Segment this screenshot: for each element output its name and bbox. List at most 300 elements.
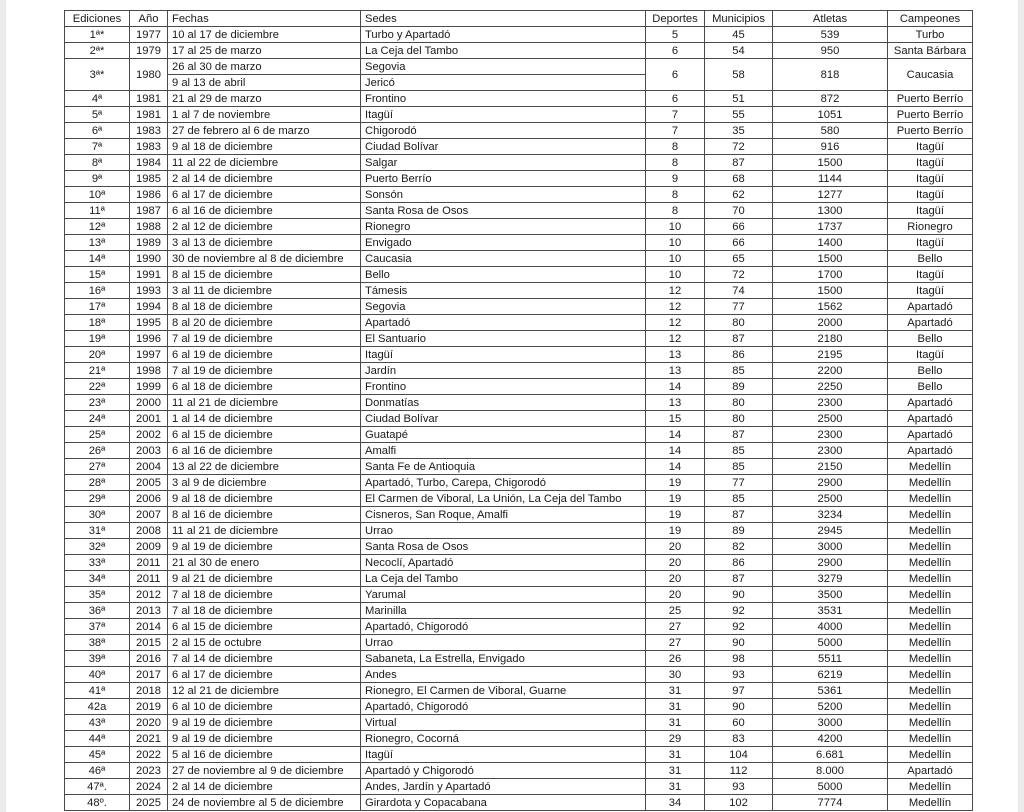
table-row bbox=[65, 59, 973, 75]
cell-edicion: 7ª bbox=[65, 139, 130, 155]
cell-deportes: 26 bbox=[646, 651, 705, 667]
cell-edicion: 9ª bbox=[65, 171, 130, 187]
cell-fechas: 10 al 17 de diciembre bbox=[168, 27, 361, 43]
cell-atletas: 1500 bbox=[773, 283, 888, 299]
cell-anio: 1994 bbox=[130, 299, 168, 315]
cell-municipios: 90 bbox=[705, 635, 773, 651]
cell-atletas: 872 bbox=[773, 91, 888, 107]
cell-deportes: 12 bbox=[646, 283, 705, 299]
cell-fechas: 21 al 30 de enero bbox=[168, 555, 361, 571]
cell-deportes: 34 bbox=[646, 795, 705, 811]
cell-edicion: 48º. bbox=[65, 795, 130, 811]
cell-fechas: 7 al 18 de diciembre bbox=[168, 603, 361, 619]
cell-campeones: Itagüí bbox=[888, 187, 973, 203]
cell-campeones: Medellín bbox=[888, 507, 973, 523]
cell-sedes: El Santuario bbox=[361, 331, 646, 347]
table-row bbox=[65, 43, 973, 59]
cell-atletas: 2250 bbox=[773, 379, 888, 395]
cell-municipios: 80 bbox=[705, 315, 773, 331]
header-atletas: Atletas bbox=[773, 11, 888, 27]
cell-municipios: 89 bbox=[705, 523, 773, 539]
cell-edicion: 12ª bbox=[65, 219, 130, 235]
cell-anio: 1984 bbox=[130, 155, 168, 171]
cell-sedes: El Carmen de Viboral, La Unión, La Ceja del Tambo bbox=[361, 491, 646, 507]
cell-sedes: Itagüí bbox=[361, 347, 646, 363]
cell-municipios: 68 bbox=[705, 171, 773, 187]
cell-edicion: 4ª bbox=[65, 91, 130, 107]
cell-sedes: Apartadó, Turbo, Carepa, Chigorodó bbox=[361, 475, 646, 491]
cell-anio: 2023 bbox=[130, 763, 168, 779]
cell-atletas: 7774 bbox=[773, 795, 888, 811]
table-row bbox=[65, 459, 973, 475]
cell-deportes: 10 bbox=[646, 251, 705, 267]
cell-atletas: 2000 bbox=[773, 315, 888, 331]
cell-atletas: 3000 bbox=[773, 539, 888, 555]
cell-edicion: 31ª bbox=[65, 523, 130, 539]
table-row bbox=[65, 507, 973, 523]
cell-anio: 1983 bbox=[130, 123, 168, 139]
header-fechas: Fechas bbox=[168, 11, 361, 27]
cell-municipios: 82 bbox=[705, 539, 773, 555]
cell-campeones: Bello bbox=[888, 363, 973, 379]
table-row bbox=[65, 283, 973, 299]
table-row bbox=[65, 155, 973, 171]
cell-campeones: Bello bbox=[888, 251, 973, 267]
cell-edicion: 45ª bbox=[65, 747, 130, 763]
cell-edicion: 43ª bbox=[65, 715, 130, 731]
table-row bbox=[65, 555, 973, 571]
cell-sedes: Santa Rosa de Osos bbox=[361, 539, 646, 555]
cell-deportes: 19 bbox=[646, 523, 705, 539]
cell-municipios: 97 bbox=[705, 683, 773, 699]
cell-fechas: 6 al 18 de diciembre bbox=[168, 379, 361, 395]
cell-sedes: Cisneros, San Roque, Amalfi bbox=[361, 507, 646, 523]
cell-fechas: 24 de noviembre al 5 de diciembre bbox=[168, 795, 361, 811]
cell-municipios: 66 bbox=[705, 219, 773, 235]
cell-edicion: 13ª bbox=[65, 235, 130, 251]
cell-anio: 2021 bbox=[130, 731, 168, 747]
cell-municipios: 85 bbox=[705, 459, 773, 475]
table-row bbox=[65, 587, 973, 603]
cell-atletas: 5361 bbox=[773, 683, 888, 699]
cell-sedes: Necoclí, Apartadó bbox=[361, 555, 646, 571]
cell-municipios: 90 bbox=[705, 699, 773, 715]
table-row bbox=[65, 523, 973, 539]
cell-fechas: 7 al 18 de diciembre bbox=[168, 587, 361, 603]
cell-municipios: 66 bbox=[705, 235, 773, 251]
cell-deportes: 31 bbox=[646, 715, 705, 731]
cell-atletas: 2900 bbox=[773, 475, 888, 491]
cell-anio: 2011 bbox=[130, 555, 168, 571]
cell-sedes: La Ceja del Tambo bbox=[361, 571, 646, 587]
cell-edicion: 1ª* bbox=[65, 27, 130, 43]
cell-deportes: 14 bbox=[646, 443, 705, 459]
cell-fechas: 9 al 19 de diciembre bbox=[168, 539, 361, 555]
cell-anio: 2019 bbox=[130, 699, 168, 715]
cell-anio: 1981 bbox=[130, 107, 168, 123]
cell-edicion: 46ª bbox=[65, 763, 130, 779]
cell-campeones: Medellín bbox=[888, 459, 973, 475]
cell-fechas: 27 de febrero al 6 de marzo bbox=[168, 123, 361, 139]
cell-municipios: 87 bbox=[705, 427, 773, 443]
cell-deportes: 13 bbox=[646, 363, 705, 379]
cell-municipios: 55 bbox=[705, 107, 773, 123]
cell-atletas: 2300 bbox=[773, 427, 888, 443]
cell-deportes: 8 bbox=[646, 203, 705, 219]
cell-deportes: 10 bbox=[646, 219, 705, 235]
cell-fechas: 8 al 18 de diciembre bbox=[168, 299, 361, 315]
table-row bbox=[65, 763, 973, 779]
cell-edicion: 25ª bbox=[65, 427, 130, 443]
cell-fechas: 6 al 19 de diciembre bbox=[168, 347, 361, 363]
cell-edicion: 36ª bbox=[65, 603, 130, 619]
cell-deportes: 20 bbox=[646, 587, 705, 603]
cell-anio: 2017 bbox=[130, 667, 168, 683]
cell-sedes: Segovia bbox=[361, 299, 646, 315]
cell-deportes: 19 bbox=[646, 507, 705, 523]
cell-campeones: Rionegro bbox=[888, 219, 973, 235]
cell-edicion: 34ª bbox=[65, 571, 130, 587]
cell-municipios: 74 bbox=[705, 283, 773, 299]
cell-atletas: 1500 bbox=[773, 251, 888, 267]
cell-sedes: Urrao bbox=[361, 523, 646, 539]
cell-campeones: Medellín bbox=[888, 555, 973, 571]
cell-anio: 1990 bbox=[130, 251, 168, 267]
cell-anio: 2000 bbox=[130, 395, 168, 411]
cell-fechas: 2 al 12 de diciembre bbox=[168, 219, 361, 235]
cell-campeones: Itagüí bbox=[888, 203, 973, 219]
cell-edicion: 40ª bbox=[65, 667, 130, 683]
table-row bbox=[65, 235, 973, 251]
cell-municipios: 112 bbox=[705, 763, 773, 779]
cell-atletas: 8.000 bbox=[773, 763, 888, 779]
table-row bbox=[65, 411, 973, 427]
table-row bbox=[65, 795, 973, 811]
cell-fechas: 30 de noviembre al 8 de diciembre bbox=[168, 251, 361, 267]
cell-deportes: 25 bbox=[646, 603, 705, 619]
cell-deportes: 10 bbox=[646, 235, 705, 251]
cell-edicion: 39ª bbox=[65, 651, 130, 667]
cell-edicion: 24ª bbox=[65, 411, 130, 427]
cell-anio: 2014 bbox=[130, 619, 168, 635]
cell-deportes: 12 bbox=[646, 315, 705, 331]
table-row bbox=[65, 27, 973, 43]
cell-anio: 2015 bbox=[130, 635, 168, 651]
cell-atletas: 3234 bbox=[773, 507, 888, 523]
table-row bbox=[65, 635, 973, 651]
cell-fechas: 2 al 14 de diciembre bbox=[168, 779, 361, 795]
cell-edicion: 17ª bbox=[65, 299, 130, 315]
cell-atletas: 1051 bbox=[773, 107, 888, 123]
cell-atletas: 3531 bbox=[773, 603, 888, 619]
table-row bbox=[65, 667, 973, 683]
table-row bbox=[65, 715, 973, 731]
cell-fechas: 9 al 18 de diciembre bbox=[168, 139, 361, 155]
table-row bbox=[65, 347, 973, 363]
cell-sedes: Salgar bbox=[361, 155, 646, 171]
cell-municipios: 85 bbox=[705, 491, 773, 507]
cell-sedes: Turbo y Apartadó bbox=[361, 27, 646, 43]
cell-deportes: 13 bbox=[646, 347, 705, 363]
cell-atletas: 4200 bbox=[773, 731, 888, 747]
cell-campeones: Caucasia bbox=[888, 59, 973, 91]
cell-sedes: Chigorodó bbox=[361, 123, 646, 139]
cell-anio: 2011 bbox=[130, 571, 168, 587]
cell-campeones: Medellín bbox=[888, 619, 973, 635]
cell-fechas: 1 al 14 de diciembre bbox=[168, 411, 361, 427]
cell-campeones: Medellín bbox=[888, 667, 973, 683]
cell-sedes: Bello bbox=[361, 267, 646, 283]
cell-deportes: 6 bbox=[646, 59, 705, 91]
cell-sedes: Rionegro bbox=[361, 219, 646, 235]
cell-sedes: Itagüí bbox=[361, 107, 646, 123]
cell-fechas: 6 al 10 de diciembre bbox=[168, 699, 361, 715]
header-ediciones: Ediciones bbox=[65, 11, 130, 27]
cell-campeones: Medellín bbox=[888, 699, 973, 715]
cell-campeones: Medellín bbox=[888, 779, 973, 795]
cell-deportes: 8 bbox=[646, 139, 705, 155]
table-row bbox=[65, 747, 973, 763]
cell-municipios: 83 bbox=[705, 731, 773, 747]
header-sedes: Sedes bbox=[361, 11, 646, 27]
cell-municipios: 58 bbox=[705, 59, 773, 91]
cell-anio: 2025 bbox=[130, 795, 168, 811]
cell-atletas: 1300 bbox=[773, 203, 888, 219]
cell-edicion: 21ª bbox=[65, 363, 130, 379]
cell-municipios: 80 bbox=[705, 411, 773, 427]
cell-sedes: Envigado bbox=[361, 235, 646, 251]
cell-edicion: 32ª bbox=[65, 539, 130, 555]
cell-municipios: 80 bbox=[705, 395, 773, 411]
header-anio: Año bbox=[130, 11, 168, 27]
cell-municipios: 92 bbox=[705, 603, 773, 619]
cell-campeones: Apartadó bbox=[888, 411, 973, 427]
cell-edicion: 22ª bbox=[65, 379, 130, 395]
cell-anio: 2001 bbox=[130, 411, 168, 427]
cell-deportes: 8 bbox=[646, 187, 705, 203]
cell-sedes: Urrao bbox=[361, 635, 646, 651]
table-row bbox=[65, 379, 973, 395]
cell-sedes: La Ceja del Tambo bbox=[361, 43, 646, 59]
cell-sedes: Girardota y Copacabana bbox=[361, 795, 646, 811]
cell-anio: 2006 bbox=[130, 491, 168, 507]
cell-atletas: 4000 bbox=[773, 619, 888, 635]
cell-campeones: Medellín bbox=[888, 683, 973, 699]
cell-fechas: 5 al 16 de diciembre bbox=[168, 747, 361, 763]
cell-sedes: Puerto Berrío bbox=[361, 171, 646, 187]
cell-deportes: 14 bbox=[646, 379, 705, 395]
cell-sedes: Sonsón bbox=[361, 187, 646, 203]
cell-fechas: 2 al 14 de diciembre bbox=[168, 171, 361, 187]
cell-atletas: 1277 bbox=[773, 187, 888, 203]
cell-campeones: Itagüí bbox=[888, 347, 973, 363]
table-row bbox=[65, 395, 973, 411]
table-row bbox=[65, 475, 973, 491]
table-row bbox=[65, 139, 973, 155]
cell-anio: 1979 bbox=[130, 43, 168, 59]
cell-edicion: 37ª bbox=[65, 619, 130, 635]
table-row bbox=[65, 315, 973, 331]
cell-municipios: 54 bbox=[705, 43, 773, 59]
cell-atletas: 5200 bbox=[773, 699, 888, 715]
cell-campeones: Medellín bbox=[888, 651, 973, 667]
cell-deportes: 31 bbox=[646, 683, 705, 699]
cell-municipios: 87 bbox=[705, 507, 773, 523]
cell-campeones: Medellín bbox=[888, 539, 973, 555]
cell-deportes: 31 bbox=[646, 763, 705, 779]
cell-municipios: 72 bbox=[705, 139, 773, 155]
cell-fechas: 13 al 22 de diciembre bbox=[168, 459, 361, 475]
cell-campeones: Apartadó bbox=[888, 315, 973, 331]
cell-deportes: 30 bbox=[646, 667, 705, 683]
cell-municipios: 87 bbox=[705, 155, 773, 171]
cell-edicion: 35ª bbox=[65, 587, 130, 603]
cell-anio: 1993 bbox=[130, 283, 168, 299]
cell-deportes: 9 bbox=[646, 171, 705, 187]
cell-fechas: 7 al 19 de diciembre bbox=[168, 363, 361, 379]
cell-deportes: 14 bbox=[646, 427, 705, 443]
cell-anio: 2022 bbox=[130, 747, 168, 763]
cell-campeones: Itagüí bbox=[888, 155, 973, 171]
cell-sedes: Sabaneta, La Estrella, Envigado bbox=[361, 651, 646, 667]
cell-municipios: 85 bbox=[705, 443, 773, 459]
cell-deportes: 19 bbox=[646, 475, 705, 491]
cell-edicion: 30ª bbox=[65, 507, 130, 523]
cell-fechas: 2 al 15 de octubre bbox=[168, 635, 361, 651]
cell-fechas: 3 al 9 de diciembre bbox=[168, 475, 361, 491]
cell-campeones: Bello bbox=[888, 331, 973, 347]
cell-sedes: Segovia bbox=[361, 59, 646, 75]
cell-campeones: Bello bbox=[888, 379, 973, 395]
cell-atletas: 1700 bbox=[773, 267, 888, 283]
cell-municipios: 35 bbox=[705, 123, 773, 139]
cell-edicion: 29ª bbox=[65, 491, 130, 507]
cell-edicion: 3ª* bbox=[65, 59, 130, 91]
cell-edicion: 38ª bbox=[65, 635, 130, 651]
cell-sedes: Marinilla bbox=[361, 603, 646, 619]
cell-municipios: 62 bbox=[705, 187, 773, 203]
cell-municipios: 93 bbox=[705, 779, 773, 795]
cell-anio: 1983 bbox=[130, 139, 168, 155]
cell-sedes: Ciudad Bolívar bbox=[361, 411, 646, 427]
cell-deportes: 8 bbox=[646, 155, 705, 171]
cell-anio: 1991 bbox=[130, 267, 168, 283]
cell-municipios: 92 bbox=[705, 619, 773, 635]
cell-fechas: 6 al 16 de diciembre bbox=[168, 203, 361, 219]
cell-fechas: 11 al 21 de diciembre bbox=[168, 395, 361, 411]
table-row bbox=[65, 107, 973, 123]
cell-campeones: Medellín bbox=[888, 571, 973, 587]
cell-edicion: 8ª bbox=[65, 155, 130, 171]
cell-fechas: 21 al 29 de marzo bbox=[168, 91, 361, 107]
cell-edicion: 27ª bbox=[65, 459, 130, 475]
cell-fechas: 9 al 18 de diciembre bbox=[168, 491, 361, 507]
cell-anio: 1987 bbox=[130, 203, 168, 219]
cell-municipios: 87 bbox=[705, 331, 773, 347]
cell-municipios: 93 bbox=[705, 667, 773, 683]
cell-municipios: 45 bbox=[705, 27, 773, 43]
cell-anio: 1981 bbox=[130, 91, 168, 107]
cell-sedes: Apartadó bbox=[361, 315, 646, 331]
cell-deportes: 12 bbox=[646, 299, 705, 315]
cell-fechas: 3 al 13 de diciembre bbox=[168, 235, 361, 251]
cell-anio: 1977 bbox=[130, 27, 168, 43]
cell-anio: 2020 bbox=[130, 715, 168, 731]
cell-atletas: 2195 bbox=[773, 347, 888, 363]
cell-anio: 2004 bbox=[130, 459, 168, 475]
cell-fechas: 6 al 15 de diciembre bbox=[168, 427, 361, 443]
cell-deportes: 19 bbox=[646, 491, 705, 507]
cell-anio: 2005 bbox=[130, 475, 168, 491]
cell-deportes: 15 bbox=[646, 411, 705, 427]
cell-fechas: 17 al 25 de marzo bbox=[168, 43, 361, 59]
cell-anio: 2009 bbox=[130, 539, 168, 555]
cell-atletas: 6.681 bbox=[773, 747, 888, 763]
cell-anio: 2008 bbox=[130, 523, 168, 539]
cell-fechas: 9 al 19 de diciembre bbox=[168, 731, 361, 747]
cell-edicion: 5ª bbox=[65, 107, 130, 123]
cell-sedes: Támesis bbox=[361, 283, 646, 299]
cell-fechas: 11 al 22 de diciembre bbox=[168, 155, 361, 171]
cell-atletas: 2150 bbox=[773, 459, 888, 475]
cell-sedes: Virtual bbox=[361, 715, 646, 731]
cell-municipios: 89 bbox=[705, 379, 773, 395]
cell-municipios: 86 bbox=[705, 555, 773, 571]
cell-campeones: Medellín bbox=[888, 795, 973, 811]
table-row bbox=[65, 779, 973, 795]
cell-atletas: 2945 bbox=[773, 523, 888, 539]
cell-fechas: 6 al 15 de diciembre bbox=[168, 619, 361, 635]
cell-campeones: Medellín bbox=[888, 747, 973, 763]
cell-atletas: 818 bbox=[773, 59, 888, 91]
cell-deportes: 20 bbox=[646, 539, 705, 555]
table-row bbox=[65, 699, 973, 715]
cell-edicion: 6ª bbox=[65, 123, 130, 139]
table-row bbox=[65, 171, 973, 187]
cell-campeones: Puerto Berrío bbox=[888, 123, 973, 139]
cell-deportes: 6 bbox=[646, 91, 705, 107]
cell-sedes: Frontino bbox=[361, 379, 646, 395]
cell-sedes: Amalfi bbox=[361, 443, 646, 459]
cell-deportes: 7 bbox=[646, 107, 705, 123]
cell-sedes: Yarumal bbox=[361, 587, 646, 603]
cell-municipios: 77 bbox=[705, 299, 773, 315]
table-row bbox=[65, 731, 973, 747]
cell-atletas: 916 bbox=[773, 139, 888, 155]
cell-sedes: Apartadó, Chigorodó bbox=[361, 699, 646, 715]
cell-municipios: 90 bbox=[705, 587, 773, 603]
cell-municipios: 102 bbox=[705, 795, 773, 811]
cell-deportes: 31 bbox=[646, 699, 705, 715]
cell-deportes: 31 bbox=[646, 747, 705, 763]
cell-edicion: 23ª bbox=[65, 395, 130, 411]
cell-municipios: 86 bbox=[705, 347, 773, 363]
table-row bbox=[65, 363, 973, 379]
cell-fechas: 6 al 16 de diciembre bbox=[168, 443, 361, 459]
cell-anio: 2013 bbox=[130, 603, 168, 619]
cell-atletas: 2180 bbox=[773, 331, 888, 347]
cell-campeones: Puerto Berrío bbox=[888, 107, 973, 123]
cell-campeones: Itagüí bbox=[888, 283, 973, 299]
cell-campeones: Santa Bárbara bbox=[888, 43, 973, 59]
cell-anio: 1998 bbox=[130, 363, 168, 379]
cell-anio: 1986 bbox=[130, 187, 168, 203]
cell-municipios: 70 bbox=[705, 203, 773, 219]
cell-campeones: Turbo bbox=[888, 27, 973, 43]
cell-campeones: Medellín bbox=[888, 475, 973, 491]
cell-atletas: 6219 bbox=[773, 667, 888, 683]
cell-fechas: 6 al 17 de diciembre bbox=[168, 187, 361, 203]
